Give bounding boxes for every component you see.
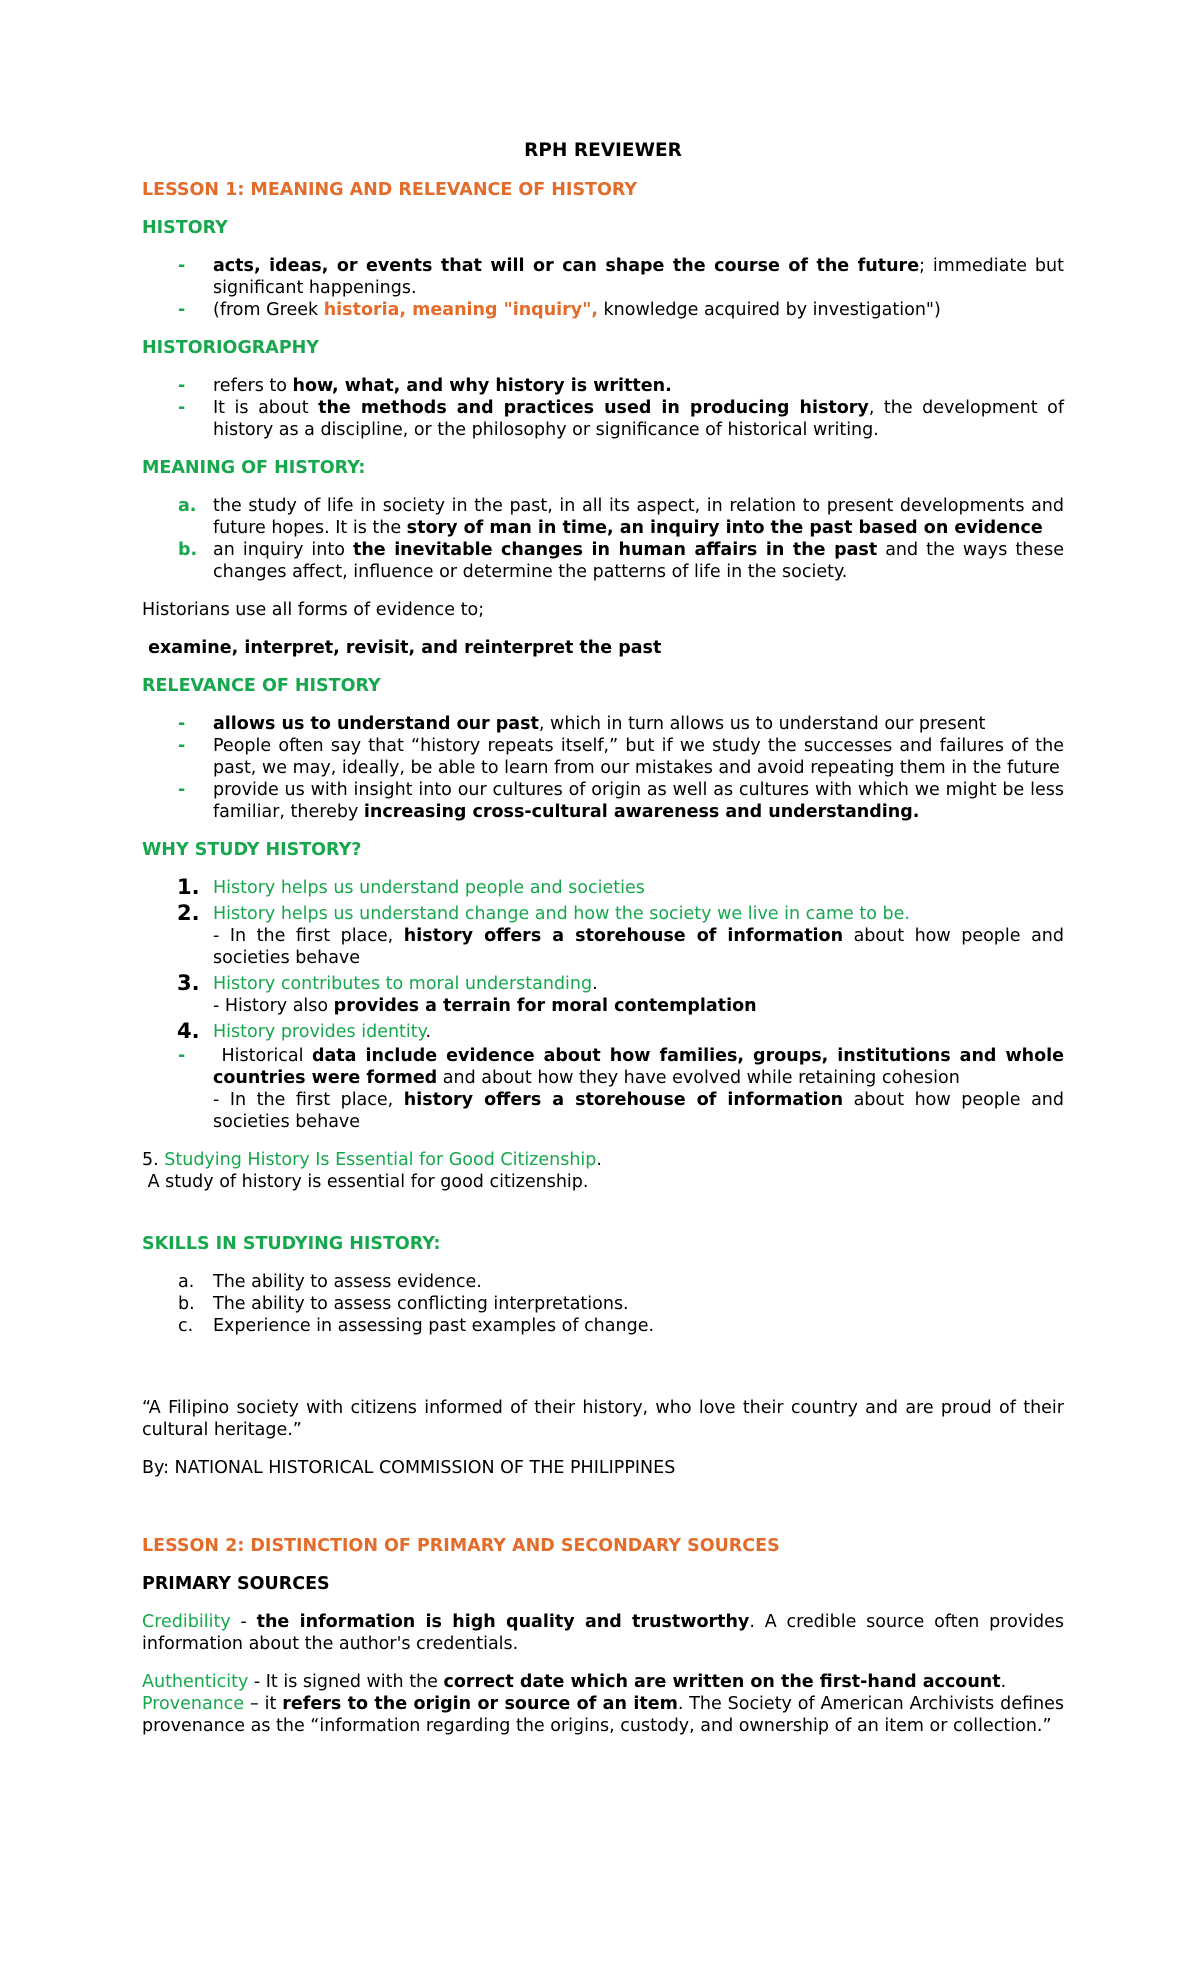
list-item: - allows us to understand our past, which in turn allows us to understand our present [178,714,986,734]
list-number: 3. [177,971,200,995]
meaning-heading: MEANING OF HISTORY: [142,458,366,478]
list-marker: b. [178,1294,195,1314]
list-item: - Historical data include evidence about how families, groups, institutions and whole countries were formed and about how they have evolved while retaining cohesion - In the first place, history offers a storehouse of information about how people and societies behave [178,1046,1064,1132]
attribution-paragraph: By: NATIONAL HISTORICAL COMMISSION OF THE PHILIPPINES [142,1458,676,1478]
list-item: - It is about the methods and practices used in producing history, the development of history as a discipline, or the philosophy or significance of historical writing. [178,398,1064,440]
list-item: - (from Greek historia, meaning "inquiry", knowledge acquired by investigation") [178,300,941,320]
bullet-dash: - [178,376,186,396]
relevance-list [142,713,1064,823]
list-item: 3. History contributes to moral understanding. - History also provides a terrain for moral contemplation [177,971,757,1016]
provenance-paragraph: Provenance – it refers to the origin or source of an item. The Society of American Archivists defines provenance as the “information regarding the origins, custody, and ownership of an item or collection.” [142,1694,1065,1736]
why-study-item-5: 5. Studying History Is Essential for Good Citizenship. [142,1150,602,1170]
lesson-2-heading: LESSON 2: DISTINCTION OF PRIMARY AND SECONDARY SOURCES [142,1536,780,1556]
why-study-heading: WHY STUDY HISTORY? [142,840,362,860]
primary-sources-heading: PRIMARY SOURCES [142,1574,330,1594]
spacer [142,1495,1064,1535]
bullet-dash: - [178,256,186,276]
bullet-dash: - [178,780,186,800]
list-item: 2. History helps us understand change and how the society we live in came to be. - In the first place, history offers a storehouse of information about how people and societies behave [177,901,1064,968]
list-marker: c. [178,1316,194,1336]
list-item: b. an inquiry into the inevitable changes in human affairs in the past and the ways these changes affect, influence or determine the patterns of life in the society. [178,540,1064,582]
list-item: - refers to how, what, and why history is written. [178,376,672,396]
examine-paragraph: examine, interpret, revisit, and reinterpret the past [142,638,662,658]
document-title: RPH REVIEWER [524,140,682,161]
list-number: 1. [177,875,200,899]
history-heading: HISTORY [142,218,228,238]
list-marker: a. [178,1272,195,1292]
lesson-1-heading: LESSON 1: MEANING AND RELEVANCE OF HISTORY [142,180,638,200]
list-item: a. the study of life in society in the past, in all its aspect, in relation to present developments and future hopes. It is the story of man in time, an inquiry into the past based on evidence [178,496,1064,538]
citizenship-paragraph: A study of history is essential for good citizenship. [142,1172,589,1192]
historians-paragraph: Historians use all forms of evidence to; [142,600,485,620]
relevance-heading: RELEVANCE OF HISTORY [142,676,381,696]
list-item: 1. History helps us understand people and societies [177,875,645,899]
history-list [142,255,1064,321]
skills-list [142,1271,1064,1337]
historiography-list [142,375,1064,441]
spacer [142,1209,1064,1233]
list-item: 4. History provides identity. [177,1019,432,1043]
skills-heading: SKILLS IN STUDYING HISTORY: [142,1234,441,1254]
list-marker: b. [178,540,198,560]
authenticity-paragraph: Authenticity - It is signed with the correct date which are written on the first-hand account. [142,1672,1007,1692]
list-item: - People often say that “history repeats itself,” but if we study the successes and failures of the past, we may, ideally, be able to learn from our mistakes and avoid repeating them in the future [178,736,1064,778]
meaning-list [142,495,1064,583]
list-item: - acts, ideas, or events that will or can shape the course of the future; immediate but significant happenings. [178,256,1064,298]
spacer [142,1353,1064,1397]
bullet-dash: - [178,398,186,418]
historiography-heading: HISTORIOGRAPHY [142,338,319,358]
bullet-dash: - [178,300,186,320]
list-item: b. The ability to assess conflicting interpretations. [178,1294,629,1314]
list-number: 4. [177,1019,200,1043]
credibility-paragraph: Credibility - the information is high quality and trustworthy. A credible source often provides information about the author's credentials. [142,1612,1064,1654]
bullet-dash: - [178,1046,186,1066]
bullet-dash: - [178,736,186,756]
quote-paragraph: “A Filipino society with citizens informed of their history, who love their country and are proud of their cultural heritage.” [142,1398,1064,1440]
list-number: 2. [177,901,200,925]
why-study-list [142,877,1064,1133]
list-item: - provide us with insight into our cultures of origin as well as cultures with which we might be less familiar, thereby increasing cross-cultural awareness and understanding. [178,780,1064,822]
list-marker: a. [178,496,197,516]
list-item: c. Experience in assessing past examples of change. [178,1316,655,1336]
list-item: a. The ability to assess evidence. [178,1272,482,1292]
bullet-dash: - [178,714,186,734]
